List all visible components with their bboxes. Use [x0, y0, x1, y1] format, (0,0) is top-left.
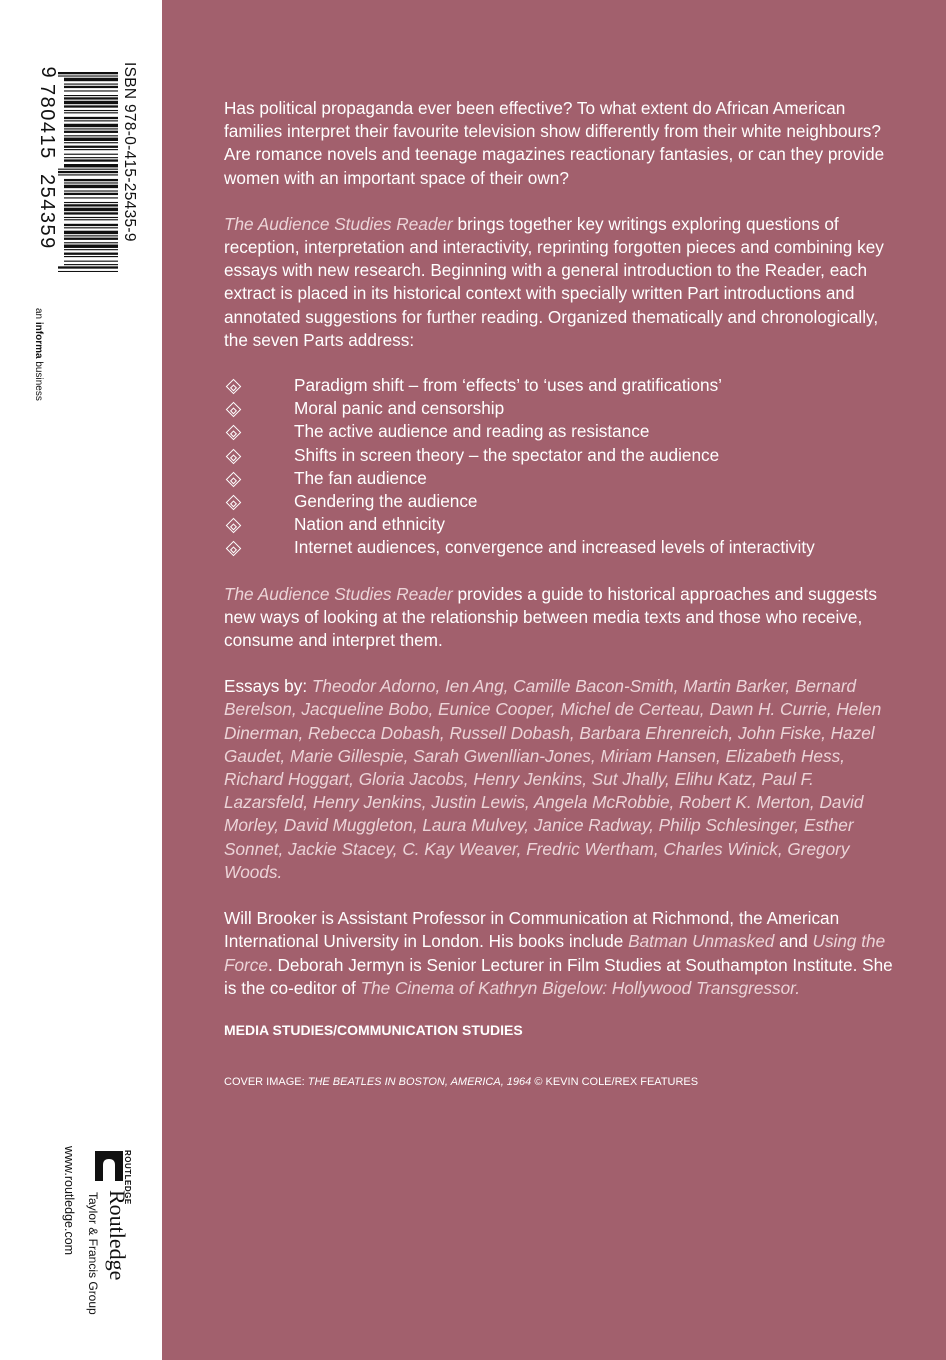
barcode-bar: [64, 193, 118, 195]
barcode-bar: [64, 135, 118, 136]
barcode-bar: [58, 271, 118, 272]
barcode-bar: [64, 105, 118, 107]
barcode-bar: [64, 190, 118, 191]
barcode-bar: [64, 146, 118, 148]
barcode-bar: [64, 202, 118, 203]
list-item: Paradigm shift – from ‘effects’ to ‘uses and gratifications’: [224, 374, 894, 397]
barcode-bar: [64, 231, 118, 234]
barcode-digits-group1: 780415: [36, 84, 58, 160]
diamond-bullet-icon: [226, 425, 242, 441]
barcode-bar: [64, 224, 118, 226]
barcode-bar: [64, 253, 118, 255]
barcode-bar: [64, 238, 118, 240]
back-cover-text: [224, 97, 894, 1089]
cover-image-credit: COVER IMAGE: THE BEATLES IN BOSTON, AMERICA, 1964 © KEVIN COLE/REX FEATURES: [224, 1075, 699, 1088]
essays-paragraph: Essays by: Theodor Adorno, Ien Ang, Camille Bacon-Smith, Martin Barker, Bernard Berelson, Jacqueline Bobo, Eunice Cooper, Michel de Certeau, Dawn H. Currie, Helen Dinerman, Rebecca Dobash, Russell Dobash, Barbara Ehrenreich, John Fiske, Hazel Gaudet, Marie Gillespie, Sarah Gwenllian-Jones, Miriam Hansen, Elizabeth Hess, Richard Hoggart, Gloria Jacobs, Henry Jenkins, Sut Jhally, Elihu Katz, Paul F. Lazarsfeld, Henry Jenkins, Justin Lewis, Angela McRobbie, Robert K. Merton, David Morley, David Muggleton, Laura Mulvey, Janice Radway, Philip Schlesinger, Esther Sonnet, Jackie Stacey, C. Kay Weaver, Fredric Wertham, Charles Winick, Gregory Woods.: [224, 676, 882, 882]
barcode-bar: [64, 157, 118, 158]
barcode-bar: [64, 245, 118, 248]
publisher-group: Taylor & Francis Group: [86, 1192, 100, 1315]
barcode-bar: [58, 171, 118, 173]
barcode-bar: [64, 159, 118, 161]
barcode-bar: [64, 179, 118, 181]
list-item: The active audience and reading as resistance: [224, 420, 894, 443]
barcode-bar: [64, 131, 118, 133]
barcode-bar: [64, 142, 118, 143]
isbn-label: ISBN 978-0-415-25435-9: [121, 62, 138, 242]
barcode-bar: [64, 128, 118, 129]
barcode-bar: [64, 86, 118, 88]
barcode-bar: [64, 261, 118, 262]
barcode-bar: [64, 185, 118, 188]
spine: [0, 0, 162, 1360]
guide-paragraph: The Audience Studies Reader provides a guide to historical approaches and suggests new ways of looking at the relationship between media texts and those who receive, consume and interpret them.: [224, 583, 877, 651]
informa-business-label: an informa business: [33, 308, 44, 401]
barcode-bar: [64, 124, 118, 127]
barcode-bar: [64, 264, 118, 265]
diamond-bullet-icon: [226, 472, 242, 488]
list-item: Shifts in screen theory – the spectator and the audience: [224, 444, 894, 467]
barcode-bar: [58, 266, 118, 268]
barcode-bar: [64, 235, 118, 236]
barcode-bar: [64, 149, 118, 150]
barcode-bar: [64, 120, 118, 121]
barcode-bar: [64, 208, 118, 211]
publisher-url[interactable]: www.routledge.com: [62, 1146, 76, 1256]
barcode-bar: [64, 204, 118, 206]
barcode-digit-lead: 9: [37, 66, 59, 78]
list-item: The fan audience: [224, 467, 894, 490]
essay-authors: Theodor Adorno, Ien Ang, Camille Bacon-Smith, Martin Barker, Bernard Berelson, Jacqueline Bobo, Eunice Cooper, Michel de Certeau, Dawn H. Currie, Helen Dinerman, Rebecca Dobash, Russell Dobash, Barbara Ehrenreich, John Fiske, Hazel Gaudet, Marie Gillespie, Sarah Gwenllian-Jones, Miriam Hansen, Elizabeth Hess, Richard Hoggart, Gloria Jacobs, Henry Jenkins, Sut Jhally, Elihu Katz, Paul F. Lazarsfeld, Henry Jenkins, Justin Lewis, Angela McRobbie, Robert K. Merton, David Morley, David Muggleton, Laura Mulvey, Janice Radway, Philip Schlesinger, Esther Sonnet, Jackie Stacey, C. Kay Weaver, Fredric Wertham, Charles Winick, Gregory Woods.: [224, 676, 882, 882]
barcode-bar: [64, 219, 118, 220]
list-item: Nation and ethnicity: [224, 513, 894, 536]
barcode-bar: [64, 78, 118, 81]
parts-list: [224, 374, 894, 560]
barcode-bar: [64, 227, 118, 228]
diamond-bullet-icon: [226, 518, 242, 534]
barcode-bar: [64, 154, 118, 155]
barcode-bar: [64, 112, 118, 113]
barcode-bar: [64, 95, 118, 96]
barcode-bar: [64, 101, 118, 104]
subject-category: MEDIA STUDIES/COMMUNICATION STUDIES: [224, 1021, 523, 1038]
diamond-bullet-icon: [226, 541, 242, 557]
barcode-bar: [64, 110, 118, 111]
barcode-bar: [58, 72, 118, 74]
diamond-bullet-icon: [226, 495, 242, 511]
diamond-bullet-icon: [226, 402, 242, 418]
description-paragraph: The Audience Studies Reader brings together key writings exploring questions of reception, interpretation and interactivity, reprinting forgotten pieces and combining key essays with new research. Beginning with a general introduction to the Reader, each extract is placed in its historical context with specially written Part introductions and annotated suggestions for further reading. Organized thematically and chronologically, the seven Parts address:: [224, 213, 884, 350]
book-title: The Audience Studies Reader: [224, 213, 453, 234]
barcode-bar: [64, 182, 118, 183]
list-item: Gendering the audience: [224, 490, 894, 513]
list-item: Internet audiences, convergence and increased levels of interactivity: [224, 536, 894, 559]
list-item: Moral panic and censorship: [224, 397, 894, 420]
barcode-bar: [64, 90, 118, 91]
logo-text: ROUTLEDGE: [123, 1150, 132, 1205]
barcode: [58, 72, 118, 272]
barcode-bar: [58, 169, 118, 170]
barcode-bar: [64, 84, 118, 85]
barcode-bar: [64, 212, 118, 214]
barcode-digits: [38, 62, 60, 276]
barcode-digits-group2: 254359: [36, 174, 58, 250]
publisher-name: Routledge: [105, 1190, 130, 1281]
barcode-bar: [64, 249, 118, 250]
barcode-bar: [58, 75, 118, 76]
barcode-bar: [64, 138, 118, 141]
barcode-bar: [64, 217, 118, 218]
barcode-bar: [64, 242, 118, 243]
barcode-bar: [64, 97, 118, 99]
book-title: The Audience Studies Reader: [224, 583, 453, 604]
diamond-bullet-icon: [226, 448, 242, 464]
barcode-bar: [64, 117, 118, 119]
intro-paragraph: Has political propaganda ever been effective? To what extent do African American families interpret their favourite television show differently from their white neighbours? Are romance novels and teenage magazines reactionary fantasies, or can they provide women with an important space of their own?: [224, 98, 885, 188]
barcode-bar: [64, 256, 118, 257]
editors-bio: Will Brooker is Assistant Professor in Communication at Richmond, the American International University in London. His books include Batman Unmasked and Using the Force. Deborah Jermyn is Senior Lecturer in Film Studies at Southampton Institute. She is the co-editor of The Cinema of Kathryn Bigelow: Hollywood Transgressor.: [224, 908, 893, 998]
barcode-bar: [64, 197, 118, 198]
diamond-bullet-icon: [226, 379, 242, 395]
barcode-bar: [58, 174, 118, 175]
barcode-bar: [64, 164, 118, 167]
